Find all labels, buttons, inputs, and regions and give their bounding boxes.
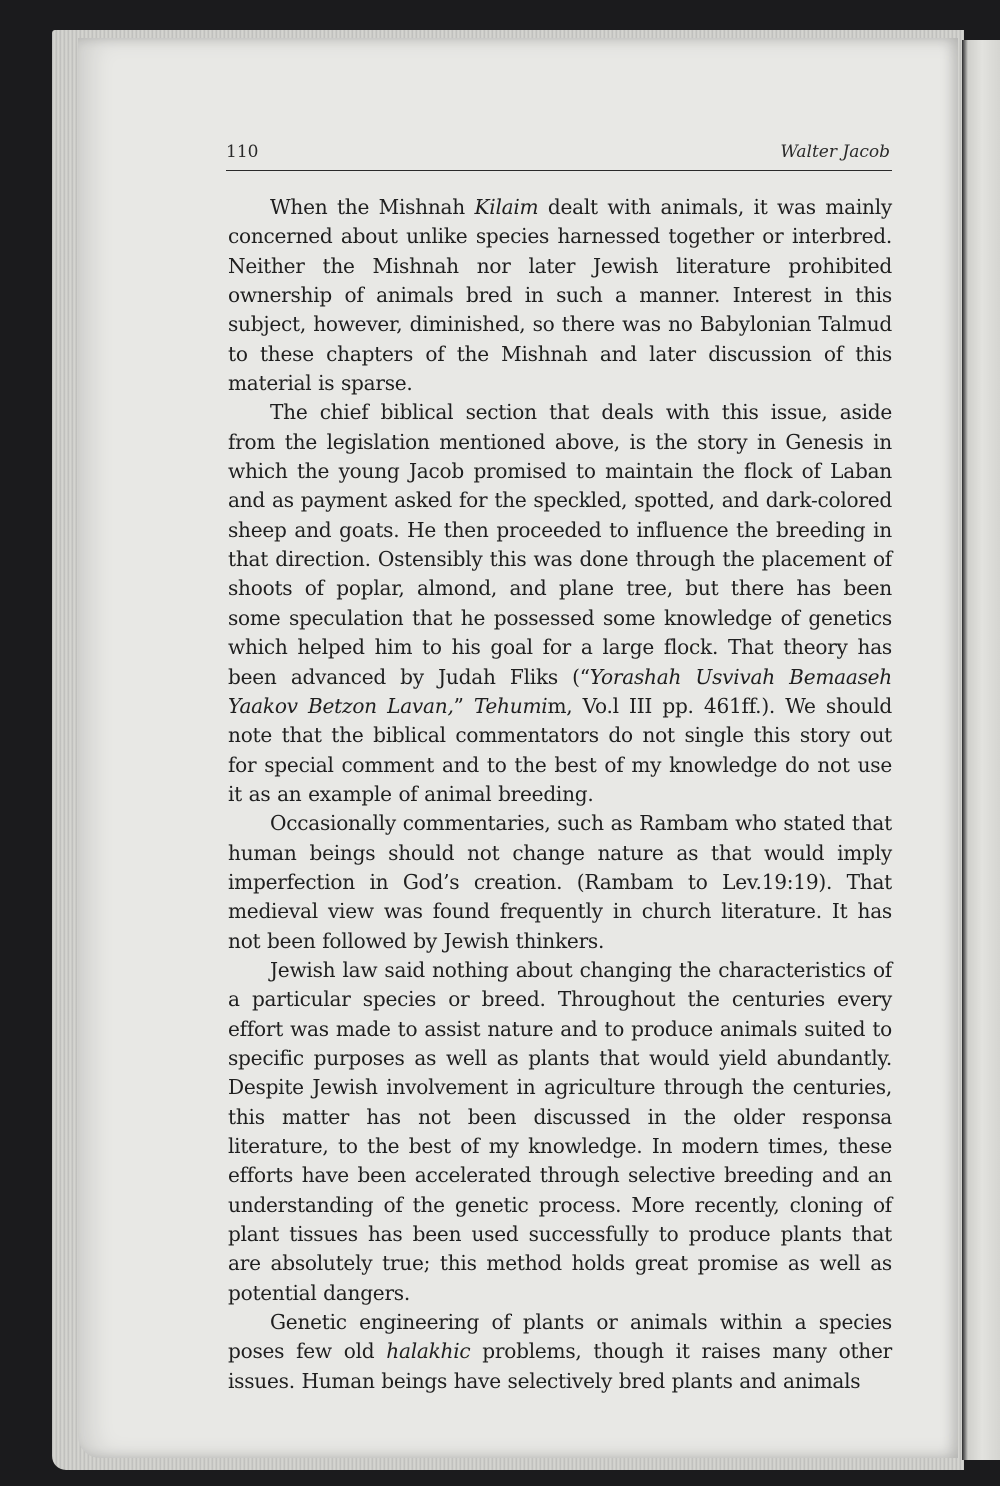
page-number: 110 xyxy=(226,142,259,162)
text-run: m, Vo.l III pp. 461ff.). We should note that the biblical commentators do not single this story out for special comment and to the best of my knowledge do not use it as an example of animal breeding. xyxy=(228,693,892,806)
body-text xyxy=(228,193,892,1396)
text-run: Genetic engineering of plants or animals within a species poses few old xyxy=(228,1310,892,1364)
text-run: problems, though it raises many other issues. Human beings have selectively bred plants and animals xyxy=(228,1339,892,1393)
text-run: Occasionally commentaries, such as Rambam who stated that human beings should not change nature as that would imply imperfection in God’s creation. (Rambam to Lev.19:19). That medieval view was found frequently in church literature. It has not been followed by Jewish thinkers. xyxy=(228,811,892,953)
paragraph xyxy=(228,193,892,398)
facing-page-edge xyxy=(962,40,1000,1460)
text-run: dealt with animals, it was mainly concerned about unlike species harnessed together or interbred. Neither the Mishnah nor later Jewish literature prohibited ownership of animals bred in such a manner. Interest in this subject, however, diminished, so there was no Babylonian Talmud to these chapters of the Mishnah and later discussion of this material is sparse. xyxy=(228,195,892,396)
text-run: When the Mishnah xyxy=(270,195,475,219)
paragraph xyxy=(228,398,892,809)
paragraph xyxy=(228,809,892,956)
text-run: The chief biblical section that deals with this issue, aside from the legislation mentioned above, is the story in Genesis in which the young Jacob promised to maintain the flock of Laban and as payment asked for the speckled, spotted, and dark-colored sheep and goats. He then proceeded to influence the breeding in that direction. Ostensibly this was done through the placement of shoots of poplar, almond, and plane tree, but there has been some speculation that he possessed some knowledge of genetics which helped him to his goal for a large flock. That theory has been advanced by Judah Fliks (“ xyxy=(228,400,892,689)
running-head-author: Walter Jacob xyxy=(780,142,890,162)
italic-title: Tehumi xyxy=(473,693,548,718)
paragraph xyxy=(228,1308,892,1396)
text-run: ” xyxy=(453,693,474,718)
italic-term: Kilaim xyxy=(474,195,539,219)
paragraph xyxy=(228,956,892,1308)
text-run: Jewish law said nothing about changing the characteristics of a particular species or breed. Throughout the centuries every effort was made to assist nature and to produce animals suited to specific purposes as well as plants that would yield abundantly. Despite Jewish involvement in agriculture through the centuries, this matter has not been discussed in the older responsa literature, to the best of my knowledge. In modern times, these efforts have been accelerated through selective breeding and an understanding of the genetic process. More recently, cloning of plant tissues has been used successfully to produce plants that are absolutely true; this method holds great promise as well as potential dangers. xyxy=(228,957,892,1305)
italic-term: halakhic xyxy=(386,1339,471,1364)
running-header xyxy=(226,142,892,171)
italic-title: Yorashah Usvivah Bemaaseh Yaakov Betzon Lavan, xyxy=(228,664,892,718)
